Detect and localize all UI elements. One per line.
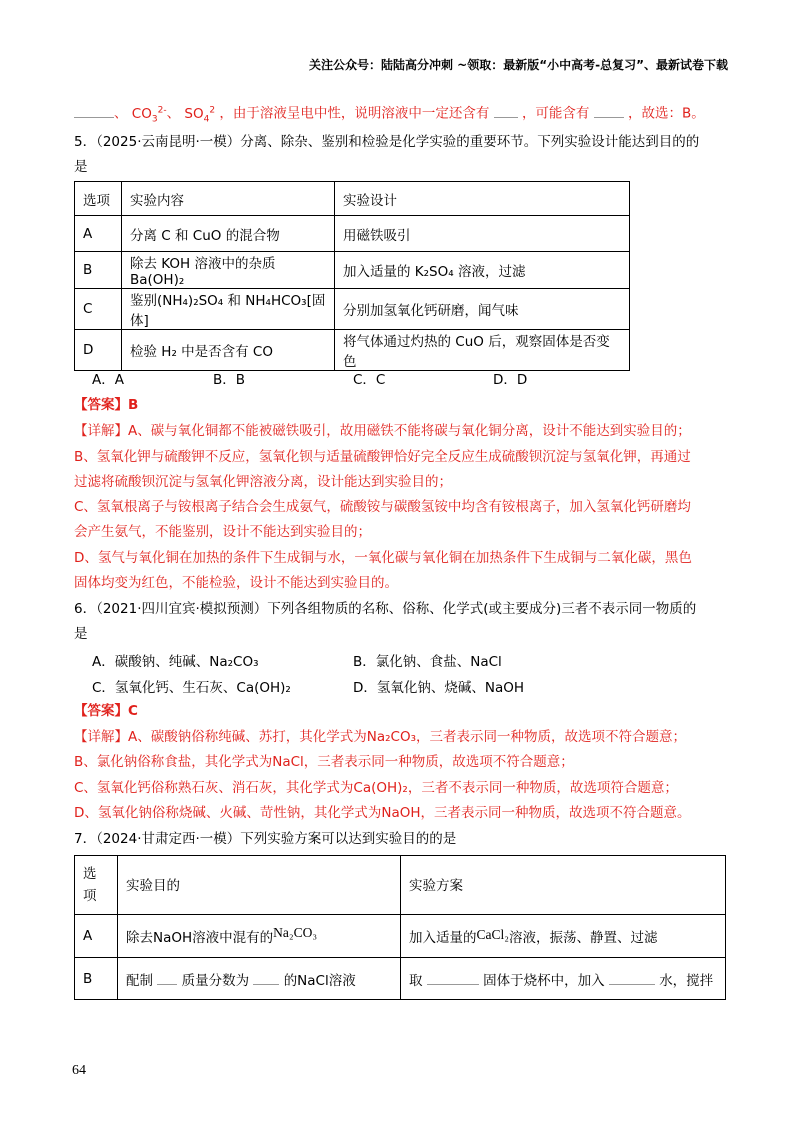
q6-option-d: D．氢氧化钠、烧碱、NaOH — [353, 680, 525, 696]
q6-analysis-3: C、氢氧化钙俗称熟石灰、消石灰，其化学式为Ca(OH)₂，三者不表示同一种物质，故选项符合题意； — [74, 780, 678, 796]
previous-answer-tail: 、 $CO_3^{2-}$、 $SO_4^2$ ，由于溶液呈电中性，说明溶液中一定还含有 ，可能含有 ，故选：B。 — [74, 101, 705, 128]
page-header: 关注公众号：陆陆高分冲刺 ~领取：最新版“小中高考-总复习”、最新试卷下载 — [309, 58, 728, 72]
q6-stem-line1: 6．（2021·四川宜宾·模拟预测）下列各组物质的名称、俗称、化学式(或主要成分)三者不表示同一物质的 — [74, 601, 697, 617]
q5-table — [74, 181, 630, 371]
table-row: B 配制 质量分数为 的NaCl溶液 取 固体于烧杯中，加入 水，搅拌 — [75, 958, 726, 1000]
q6-analysis-4: D、氢氧化钠俗称烧碱、火碱、苛性钠，其化学式为NaOH，三者表示同一种物质，故选项不符合题意。 — [74, 805, 691, 821]
blank-ion-1 — [74, 107, 114, 118]
q5-header-design: 实验设计 — [335, 182, 630, 216]
blank-solid-mass — [427, 974, 479, 985]
table-row: C 鉴别(NH₄)₂SO₄ 和 NH₄HCO₃[固体] 分别加氢氧化钙研磨，闻气味 — [75, 289, 630, 330]
table-row: A 分离 C 和 CuO 的混合物 用磁铁吸引 — [75, 216, 630, 252]
co3-ion: $CO_3^{2-}$ — [131, 105, 167, 125]
q5-analysis-1: 【详解】A、碳与氧化铜都不能被磁铁吸引，故用磁铁不能将碳与氧化铜分离，设计不能达到实验目的； — [74, 423, 691, 439]
q5-option-a: A．A — [92, 372, 124, 388]
q5-analysis-4: C、氢氧根离子与铵根离子结合会生成氨气，硫酸铵与碳酸氢铵中均含有铵根离子，加入氢氧化钙研磨均 — [74, 499, 691, 515]
q6-analysis-2: B、氯化钠俗称食盐，其化学式为NaCl，三者表示同一种物质，故选项不符合题意； — [74, 754, 574, 770]
q5-analysis-7: 固体均变为红色，不能检验，设计不能达到实验目的。 — [74, 575, 398, 591]
q5-stem-line2: 是 — [74, 159, 88, 175]
table-row: A 除去NaOH溶液中混有的Na₂CO₃ 加入适量的CaCl₂溶液，振荡、静置、过滤 — [75, 915, 726, 958]
q5-option-c: C．C — [353, 372, 386, 388]
q6-option-c: C．氢氧化钙、生石灰、Ca(OH)₂ — [92, 680, 291, 696]
q6-stem-line2: 是 — [74, 626, 88, 642]
q5-header-option: 选项 — [75, 182, 122, 216]
q6-answer: 【答案】C — [74, 703, 138, 719]
q6-analysis-1: 【详解】A、碳酸钠俗称纯碱、苏打，其化学式为Na₂CO₃，三者表示同一种物质，故选项不符合题意； — [74, 729, 686, 745]
q7-header-option: 选 项 — [75, 856, 118, 915]
q5-option-b: B．B — [213, 372, 246, 388]
q6-option-b: B．氯化钠、食盐、NaCl — [353, 654, 502, 670]
q7-header-plan: 实验方案 — [401, 856, 726, 915]
q5-analysis-3: 过滤将硫酸钡沉淀与氢氧化钾溶液分离，设计能达到实验目的； — [74, 474, 452, 490]
blank-water-volume — [609, 974, 655, 985]
q7-table — [74, 855, 726, 1000]
blank-percent — [253, 974, 279, 985]
q5-analysis-6: D、氢气与氧化铜在加热的条件下生成铜与水，一氧化碳与氧化铜在加热条件下生成铜与二氧化碳，黑色 — [74, 550, 692, 566]
q6-option-a: A．碳酸钠、纯碱、Na₂CO₃ — [92, 654, 259, 670]
q5-analysis-5: 会产生氨气，不能鉴别，设计不能达到实验目的； — [74, 524, 371, 540]
so4-ion: $SO_4^2$ — [184, 105, 216, 125]
blank-mass — [157, 974, 177, 985]
q7-header-goal: 实验目的 — [118, 856, 401, 915]
table-row: B 除去 KOH 溶液中的杂质 Ba(OH)₂ 加入适量的 K₂SO₄ 溶液，过滤 — [75, 252, 630, 289]
page-number: 64 — [72, 1063, 86, 1078]
table-row: D 检验 H₂ 中是否含有 CO 将气体通过灼热的 CuO 后，观察固体是否变色 — [75, 330, 630, 371]
q5-analysis-2: B、氢氧化钾与硫酸钾不反应，氢氧化钡与适量硫酸钾恰好完全反应生成硫酸钡沉淀与氢氧化钾，再通过 — [74, 449, 691, 465]
q5-option-d: D．D — [493, 372, 528, 388]
q5-answer: 【答案】B — [74, 397, 139, 413]
blank-ion-3 — [594, 107, 624, 118]
q7-stem: 7．（2024·甘肃定西·一模）下列实验方案可以达到实验目的的是 — [74, 831, 457, 847]
q5-stem-line1: 5．（2025·云南昆明·一模）分离、除杂、鉴别和检验是化学实验的重要环节。下列实验设计能达到目的的 — [74, 134, 700, 150]
q5-header-content: 实验内容 — [122, 182, 335, 216]
blank-ion-2 — [494, 107, 518, 118]
